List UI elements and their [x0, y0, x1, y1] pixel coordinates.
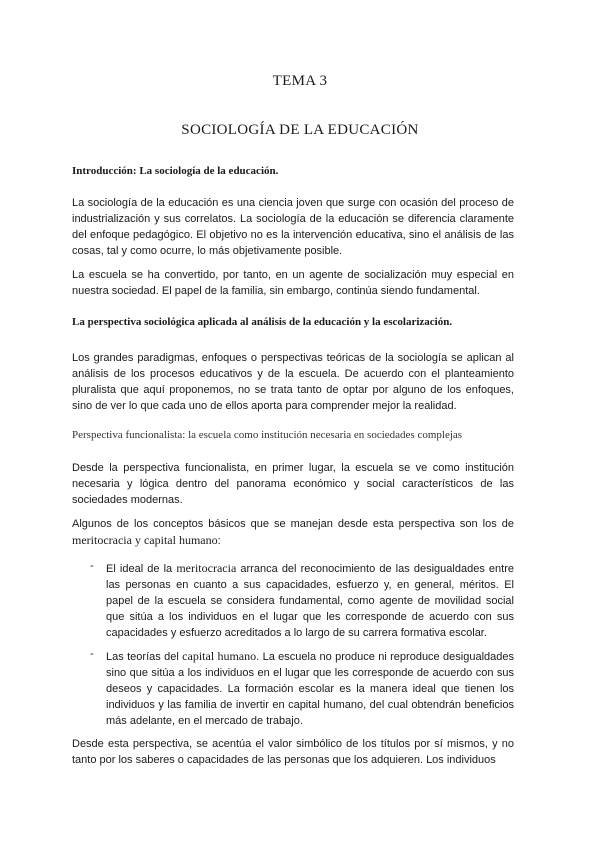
perspective-heading: La perspectiva sociológica aplicada al análisis de la educación y la escolarización.	[72, 316, 453, 328]
list-item-human-capital	[90, 648, 514, 729]
document-title: SOCIOLOGÍA DE LA EDUCACIÓN	[181, 122, 419, 138]
perspective-paragraph: Los grandes paradigmas, enfoques o perspectivas teóricas de la sociología se aplican al análisis de los procesos educativos y de la escuela. De acuerdo con el planteamiento pluralista que aquí proponemos, no se trata tanto de optar por alguno de los enfoques, sino de ver lo que cada uno de ellos aporta para comprender mejor la realidad.	[72, 352, 514, 412]
bullet1-term: meritocracia	[176, 561, 237, 575]
concepts-colon: :	[217, 535, 221, 547]
tema-number: TEMA 3	[272, 73, 328, 89]
closing-paragraph: Desde esta perspectiva, se acentúa el valor simbólico de los títulos por sí mismos, y no tanto por los saberes o capacidades de las personas que los adquieren. Los individuos	[72, 738, 514, 766]
bullet2-rest: . La escuela no produce ni reproduce desigualdades sino que sitúa a los individuos en el lugar que les corresponde de acuerdo con sus deseos y capacidades. La formación escolar es la manera ideal que tienen los individuos y las familia de invertir en capital humano, del cual obtendrán beneficios más adelante, en el mercado de trabajo.	[106, 651, 514, 727]
list-item-meritocracy	[90, 560, 514, 641]
intro-heading: Introducción: La sociología de la educación.	[72, 165, 279, 177]
bullet2-lead: Las teorías del	[106, 651, 183, 663]
bullet1-lead: El ideal de la	[106, 563, 177, 575]
functionalist-paragraph-1: Desde la perspectiva funcionalista, en primer lugar, la escuela se ve como institución necesaria y lógica dentro del panorama económico y social característicos de las sociedades modernas.	[72, 462, 514, 506]
concepts-terms: meritocracia y capital humano	[72, 533, 218, 547]
functionalist-paragraph-2	[72, 516, 514, 549]
intro-paragraph-1: La sociología de la educación es una ciencia joven que surge con ocasión del proceso de industrialización y sus correlatos. La sociología de la educación se diferencia claramente del enfoque pedagógico. El objetivo no es la intervención educativa, sino el análisis de las cosas, tal y como ocurre, lo más objetivamente posible.	[72, 197, 514, 257]
functionalist-heading: Perspectiva funcionalista: la escuela como institución necesaria en sociedades complejas	[72, 429, 463, 441]
dash-marker: -	[90, 648, 94, 660]
concepts-list-2	[90, 648, 514, 729]
concepts-list	[90, 560, 514, 641]
dash-marker: -	[90, 560, 94, 572]
bullet2-term: capital humano	[182, 649, 257, 663]
bullet1-rest: arranca del reconocimiento de las desigualdades entre las personas en cuanto a sus capacidades, esfuerzo y, en general, méritos. El papel de la escuela se considera fundamental, como agente de movilidad social que sitúa a los individuos en el lugar que les corresponde de acuerdo con sus capacidades y esfuerzo acreditados a lo largo de su carrera formativa escolar.	[106, 563, 515, 639]
intro-paragraph-2: La escuela se ha convertido, por tanto, en un agente de socialización muy especial en nuestra sociedad. El papel de la familia, sin embargo, continúa siendo fundamental.	[72, 269, 514, 297]
concepts-lead-text: Algunos de los conceptos básicos que se manejan desde esta perspectiva son los de	[72, 518, 514, 530]
